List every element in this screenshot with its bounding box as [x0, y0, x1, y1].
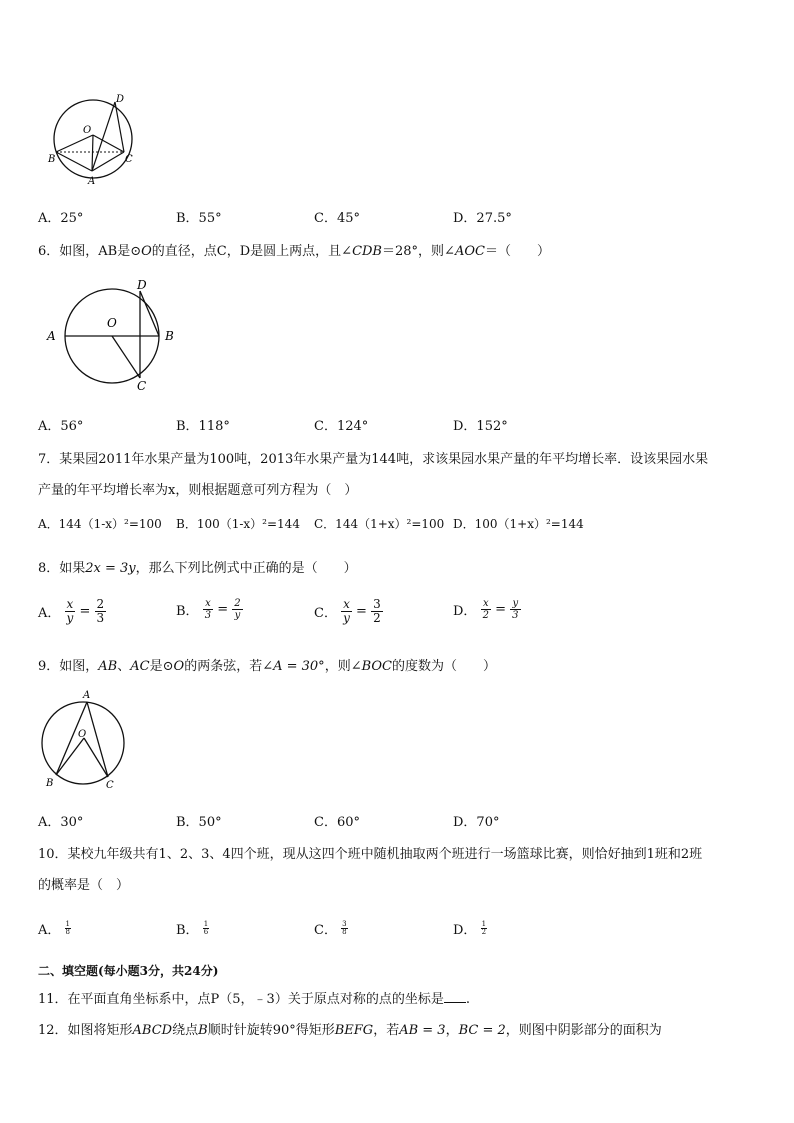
q5-circle-figure [48, 92, 142, 187]
q7-option-a: A．144（1-x）²=100 [38, 517, 162, 531]
q8-option-b: B． $\frac{x}{3}$ = $\frac{2}{y}$ [176, 598, 241, 621]
q9-option-a: A．30° [38, 815, 84, 830]
q10-a-fraction: $\frac{1}{8}$ [65, 920, 70, 936]
q8-d-left-fraction: $\frac{x}{2}$ [482, 598, 489, 621]
q8-option-d: D． $\frac{x}{2}$ = $\frac{y}{3}$ [453, 598, 519, 621]
q10-option-c: C． $\frac{3}{8}$ [314, 920, 347, 938]
q9-option-c: C．60° [314, 815, 360, 830]
fig5-label-b: B [48, 154, 56, 165]
fig6-label-c: C [137, 379, 147, 393]
q5-option-d: D．27.5° [453, 211, 512, 226]
q7-option-c: C．144（1+x）²=100 [314, 517, 445, 531]
q11-stem: 11．在平面直角坐标系中，点P（5，﹣3）关于原点对称的点的坐标是 . [38, 992, 470, 1007]
fig6-label-o: O [107, 316, 117, 330]
q8-b-right-fraction: $\frac{2}{y}$ [234, 598, 241, 621]
fig5-label-a: A [88, 176, 96, 187]
q10-line-1: 10．某校九年级共有1、2、3、4四个班，现从这四个班中随机抽取两个班进行一场篮球比赛，则恰好抽到1班和2班 [38, 847, 703, 862]
q8-d-right-fraction: $\frac{y}{3}$ [512, 598, 519, 621]
q6-option-c: C．124° [314, 419, 369, 434]
q8-c-right-fraction: $\frac{3}{2}$ [373, 597, 381, 626]
q10-c-fraction: $\frac{3}{8}$ [342, 920, 347, 936]
q6-option-b: B．118° [176, 419, 230, 434]
q12-stem: 12．如图将矩形ABCD绕点B顺时针旋转90°得矩形BEFG，若AB = 3，BC = 2，则图中阴影部分的面积为 [38, 1023, 662, 1038]
q10-option-a: A． $\frac{1}{8}$ [38, 920, 70, 938]
q6-option-d: D．152° [453, 419, 508, 434]
fig5-label-d: D [116, 94, 125, 105]
q5-option-a: A．25° [38, 211, 84, 226]
q5-option-c: C．45° [314, 211, 360, 226]
q8-a-left-fraction: $\frac{x}{y}$ [66, 597, 74, 626]
fig9-label-b: B [46, 778, 54, 789]
fig5-label-o: O [83, 125, 92, 136]
q7-line-2: 产量的年平均增长率为x，则根据题意可列方程为（ ） [38, 483, 358, 498]
q10-option-d: D． $\frac{1}{2}$ [453, 920, 487, 938]
q8-a-right-fraction: $\frac{2}{3}$ [96, 597, 105, 626]
fig9-label-o: O [78, 729, 87, 740]
q5-option-b: B．55° [176, 211, 222, 226]
q6-circle-figure [44, 278, 184, 396]
fig6-label-a: A [47, 329, 56, 343]
q9-circle-figure [40, 688, 136, 792]
q8-b-left-fraction: $\frac{x}{3}$ [204, 598, 212, 621]
fig5-label-c: C [125, 154, 133, 165]
q9-option-d: D．70° [453, 815, 500, 830]
q8-stem: 8．如果2x = 3y，那么下列比例式中正确的是（ ） [38, 561, 357, 576]
q6-stem: 6．如图，AB是⊙O的直径，点C，D是圆上两点，且∠CDB＝28°，则∠AOC＝（ ） [38, 244, 550, 259]
q10-d-fraction: $\frac{1}{2}$ [481, 920, 487, 936]
q9-option-b: B．50° [176, 815, 222, 830]
q7-option-d: D．100（1+x）²=144 [453, 517, 584, 531]
fig9-label-a: A [83, 690, 91, 701]
q8-c-left-fraction: $\frac{x}{y}$ [343, 597, 350, 626]
q10-line-2: 的概率是（ ） [38, 878, 130, 893]
q9-stem: 9．如图，AB、AC是⊙O的两条弦，若∠A = 30°，则∠BOC的度数为（ ） [38, 659, 497, 674]
q7-option-b: B．100（1-x）²=144 [176, 517, 300, 531]
q6-option-a: A．56° [38, 419, 84, 434]
q8-option-c: C． $\frac{x}{y}$ = $\frac{3}{2}$ [314, 597, 381, 626]
q11-answer-blank [444, 991, 466, 1003]
q10-option-b: B． $\frac{1}{6}$ [176, 920, 209, 938]
fig9-label-c: C [106, 780, 114, 791]
q10-b-fraction: $\frac{1}{6}$ [203, 920, 209, 936]
q7-line-1: 7．某果园2011年水果产量为100吨，2013年水果产量为144吨，求该果园水果产量的年平均增长率．设该果园水果 [38, 452, 709, 467]
q8-option-a: A． $\frac{x}{y}$ = $\frac{2}{3}$ [38, 597, 105, 626]
fig6-label-d: D [137, 278, 147, 292]
fig6-label-b: B [165, 329, 174, 343]
section-heading-fill-in: 二、填空题(每小题3分，共24分) [38, 964, 219, 978]
